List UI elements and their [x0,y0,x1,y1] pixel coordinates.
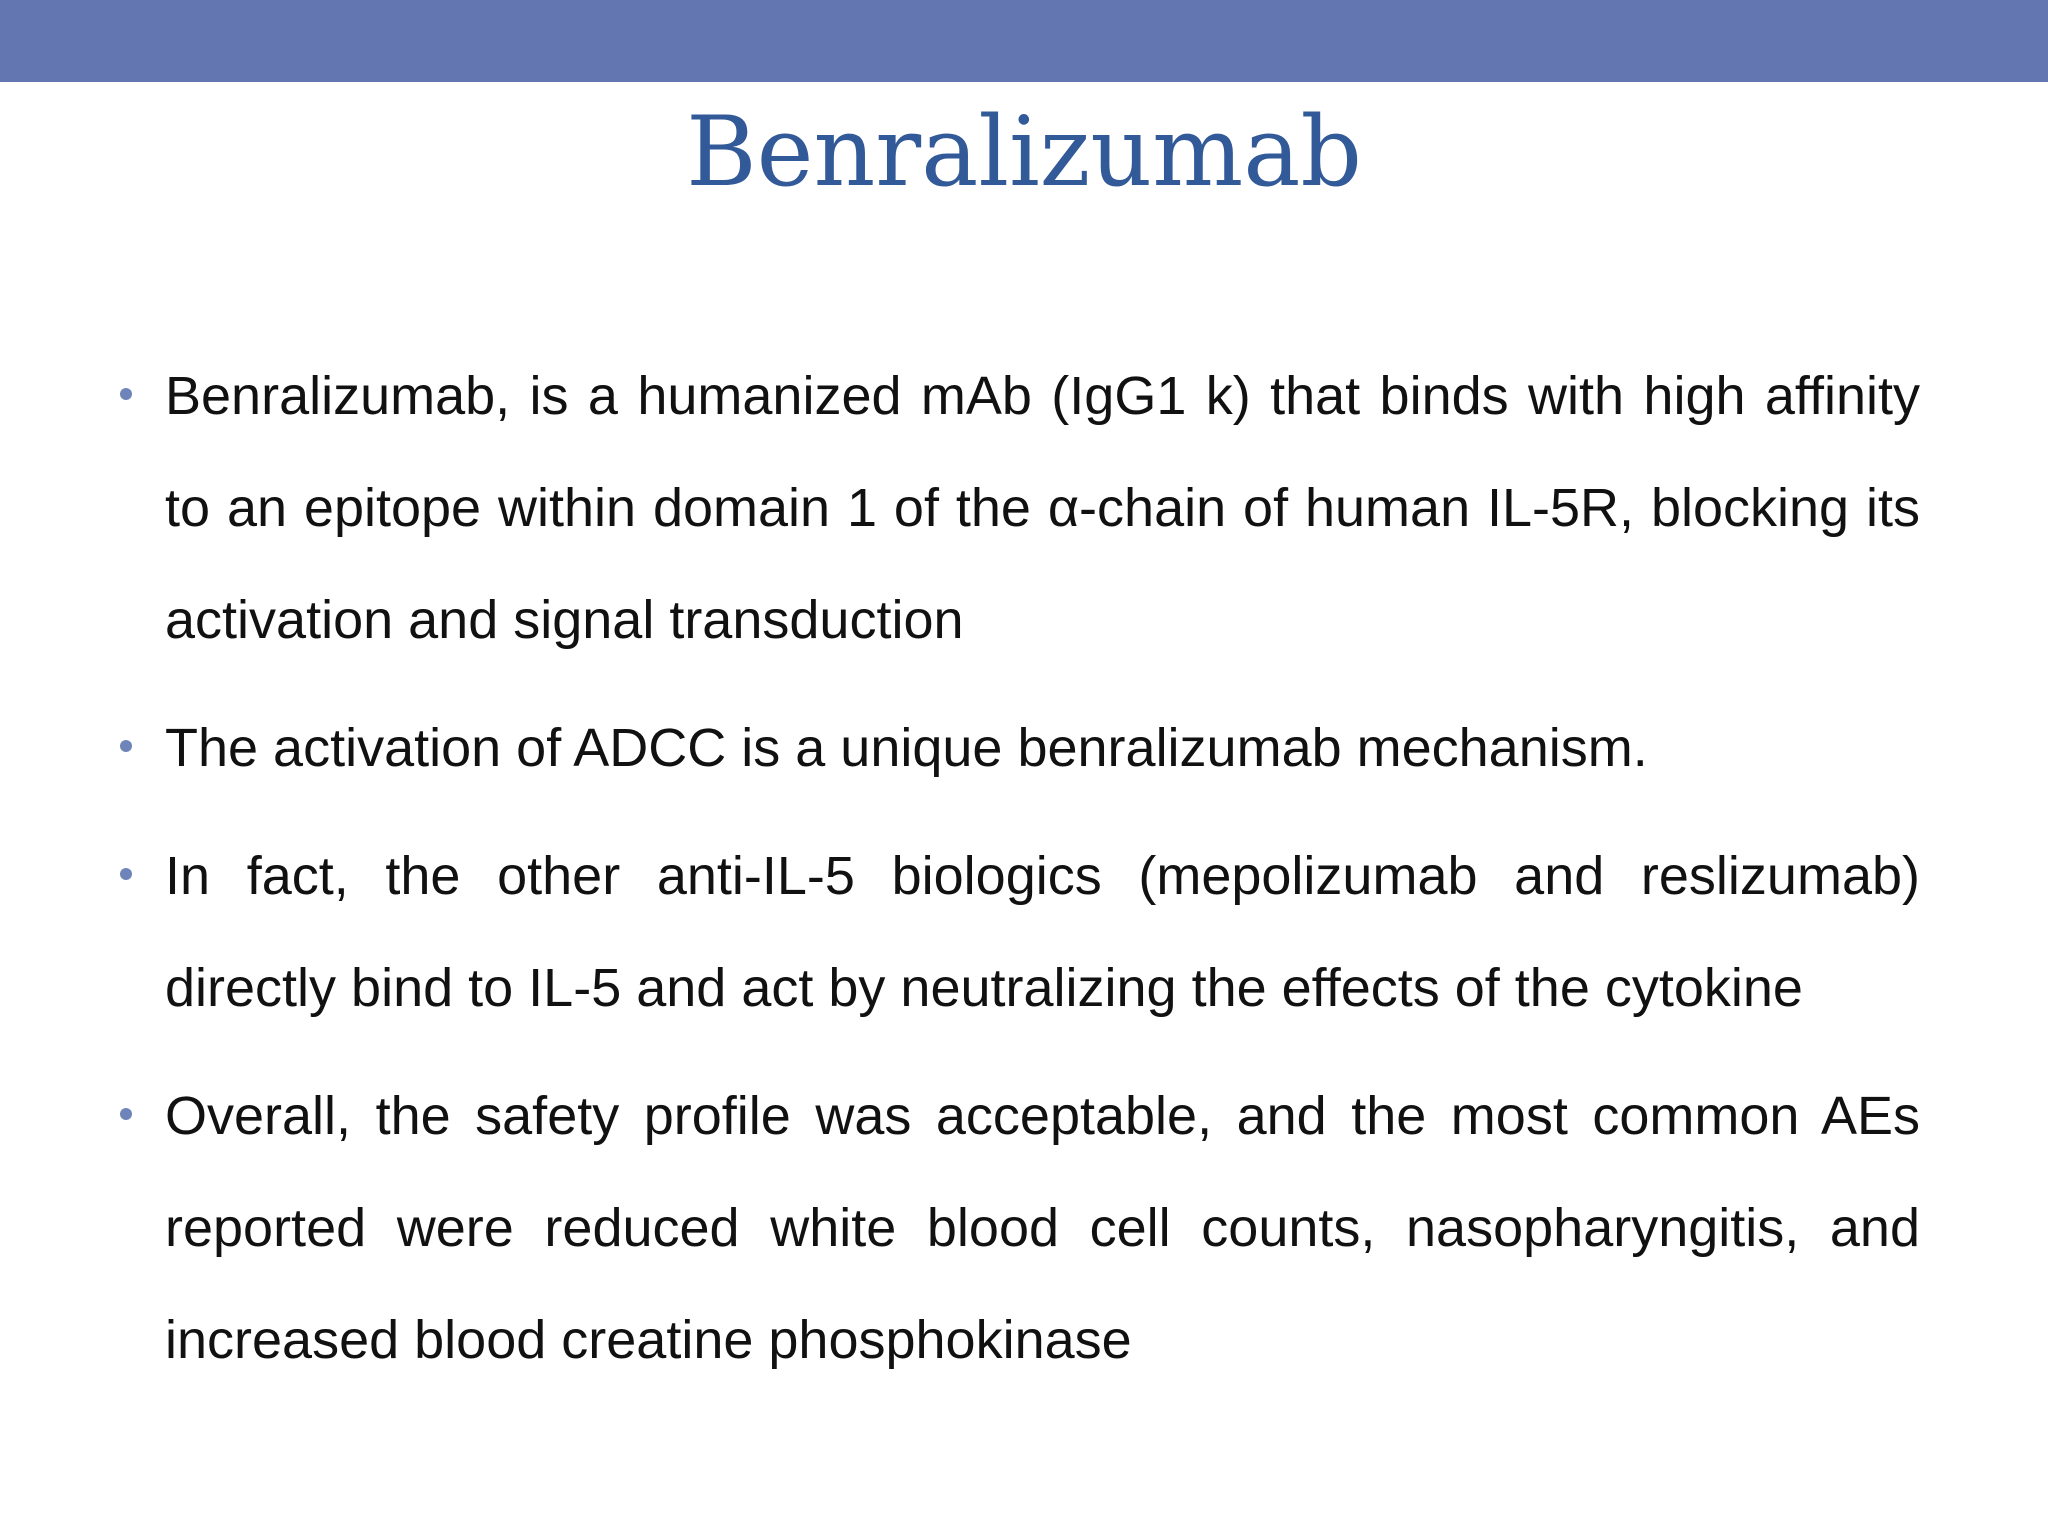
bullet-text: In fact, the other anti-IL-5 biologics (mepolizumab and reslizumab) directly bind to IL-5 and act by neutralizing the effects of the cytokine [165,846,1920,1018]
bullet-item [120,1060,1920,1396]
bullet-point-icon [120,1108,132,1120]
bullet-point-icon [120,388,132,400]
bullet-text: Overall, the safety profile was acceptable, and the most common AEs reported were reduced white blood cell counts, nasopharyngitis, and increased blood creatine phosphokinase [165,1086,1920,1370]
bullet-point-icon [120,868,132,880]
bullet-text: The activation of ADCC is a unique benralizumab mechanism. [165,718,1648,778]
bullet-item [120,692,1920,804]
bullet-list [120,340,1920,1412]
bullet-point-icon [120,740,132,752]
bullet-text: Benralizumab, is a humanized mAb (IgG1 k) that binds with high affinity to an epitope within domain 1 of the α-chain of human IL-5R, blocking its activation and signal transduction [165,366,1920,650]
bullet-item [120,820,1920,1044]
slide-title: Benralizumab [686,96,1362,208]
bullet-item [120,340,1920,676]
header-accent-bar [0,0,2048,82]
